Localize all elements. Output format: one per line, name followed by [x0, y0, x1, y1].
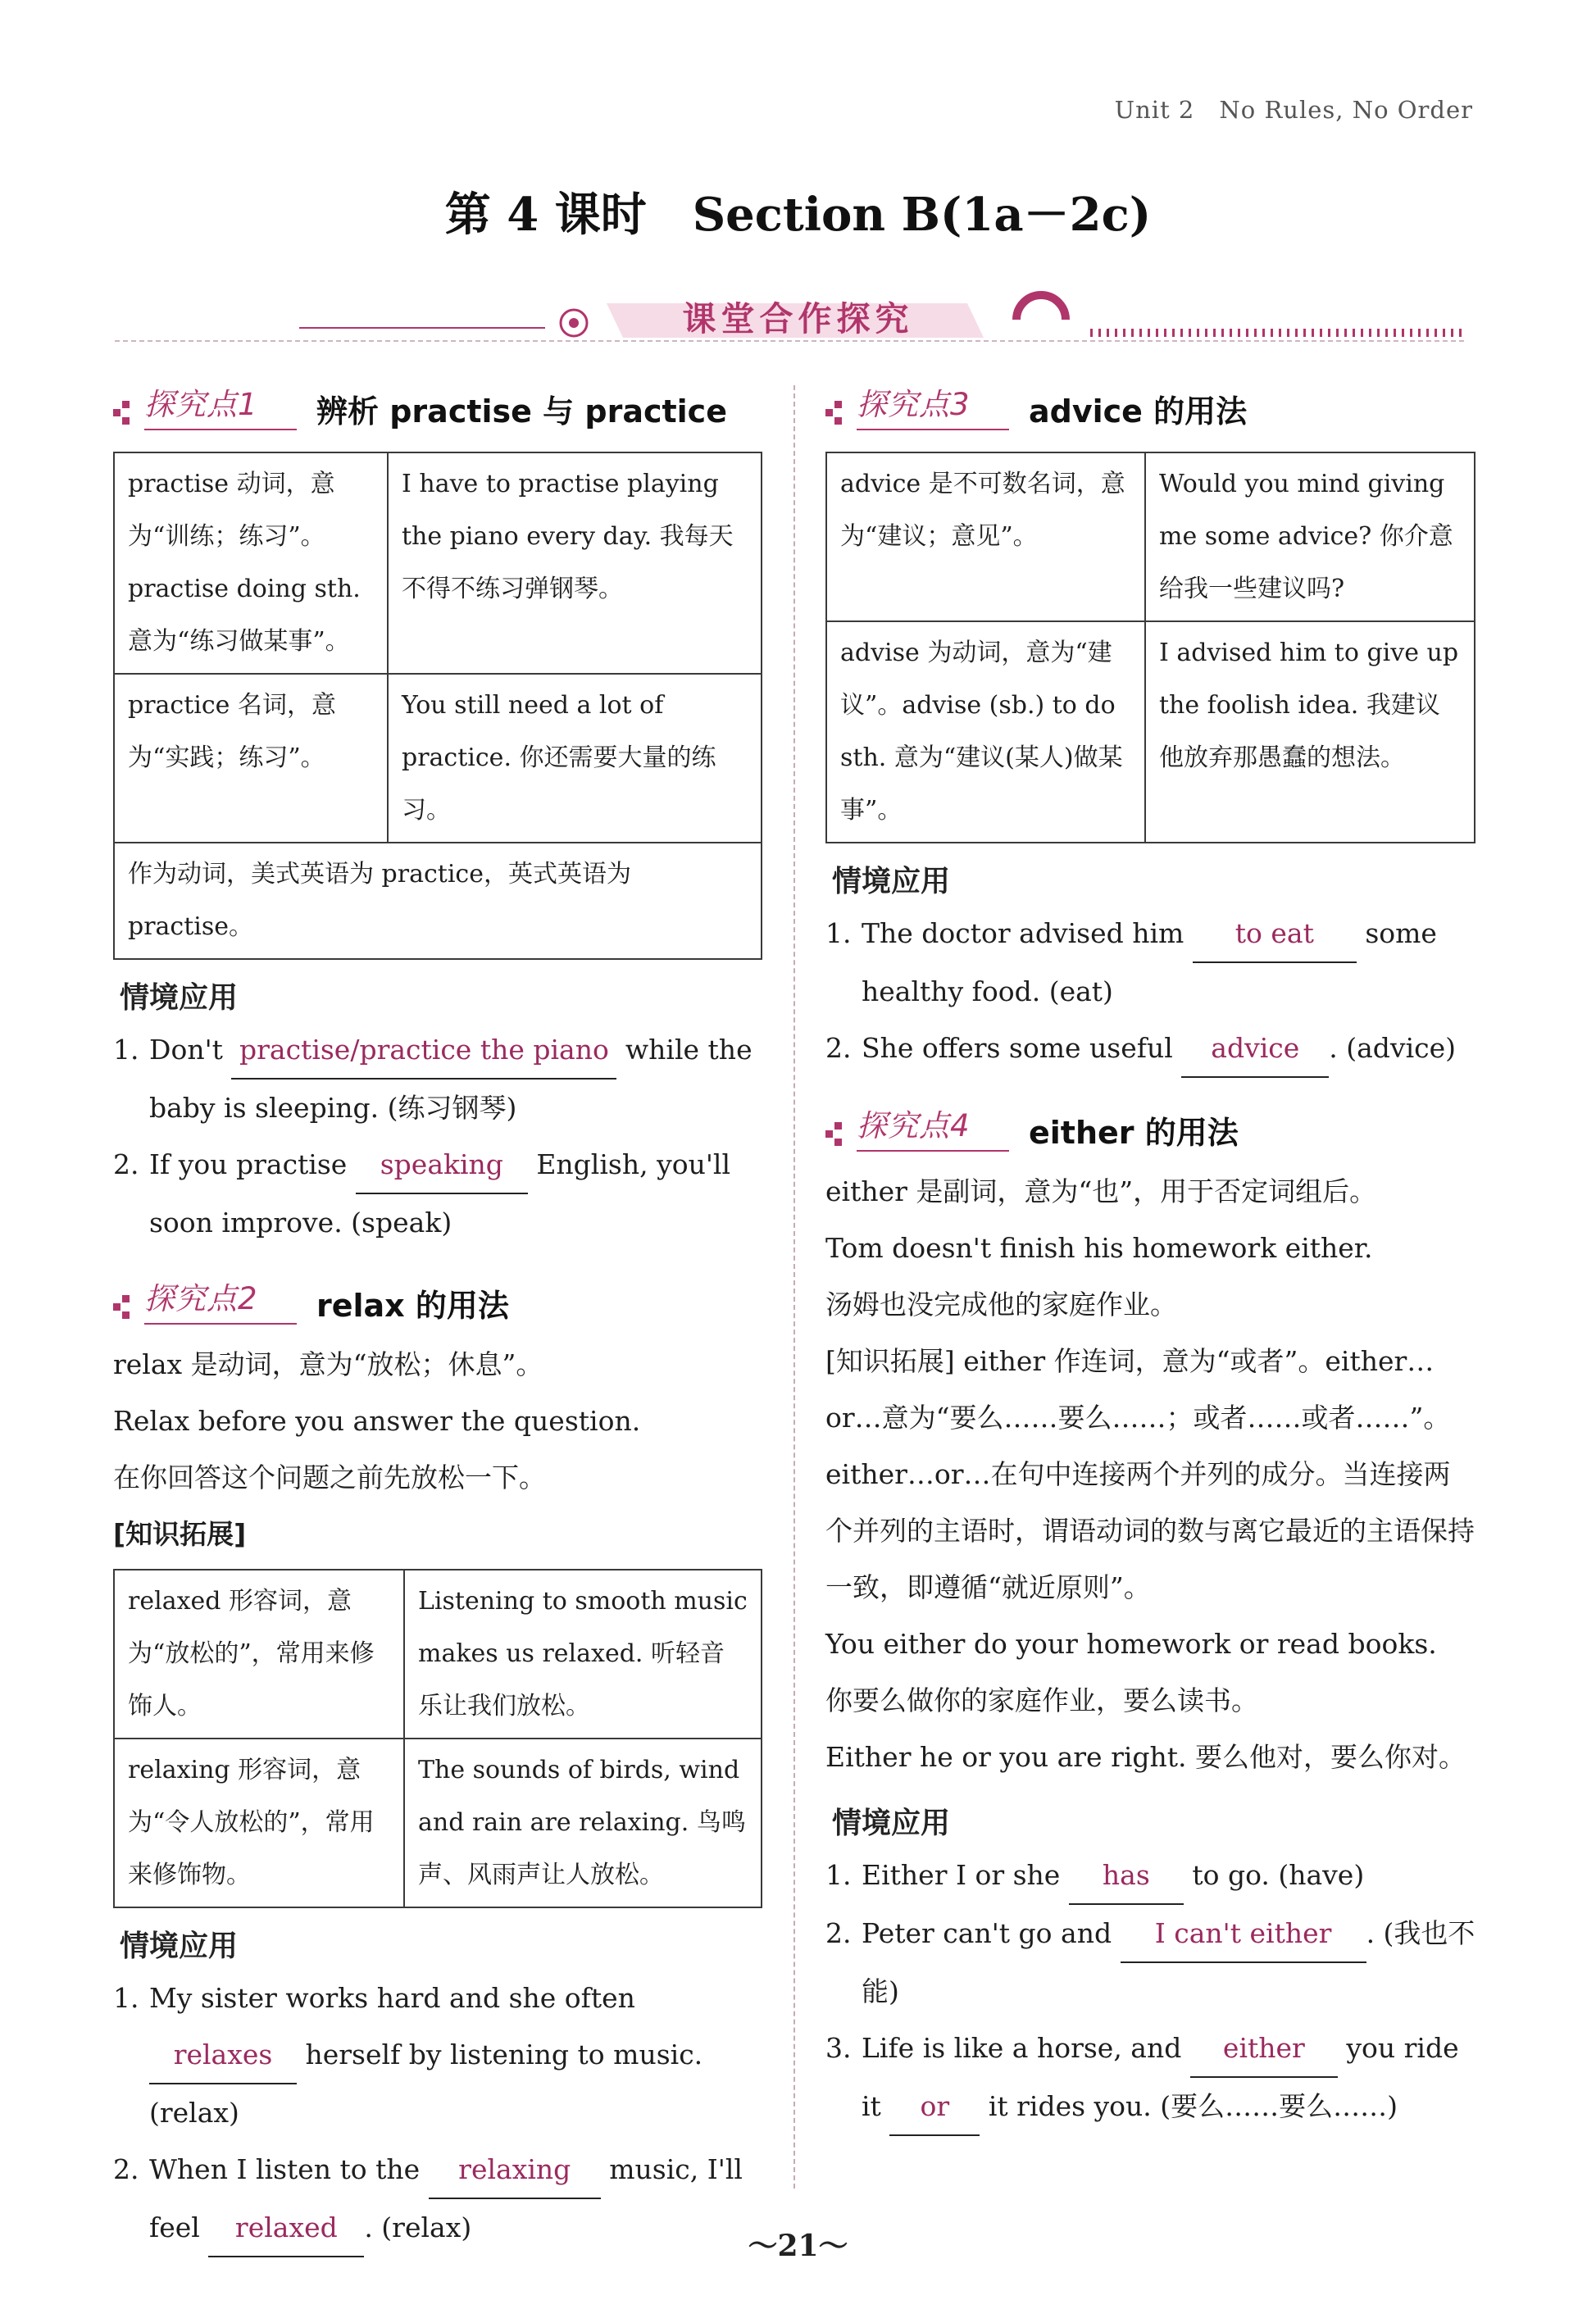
table-cell: advice 是不可数名词，意为“建议；意见”。 — [826, 452, 1145, 621]
advice-table — [825, 452, 1476, 843]
page-number: ～21～ — [748, 2229, 848, 2263]
exercise-item — [825, 1847, 1476, 1905]
table-cell: practise 动词，意为“训练；练习”。practise doing sth. 意为“练习做某事”。 — [114, 452, 388, 674]
item-text: herself by listening to music. (relax) — [149, 2039, 703, 2129]
item-text: When I listen to the — [149, 2153, 421, 2185]
bullet-dots-icon — [825, 1122, 843, 1155]
knowledge-extension-label: [知识拓展] — [113, 1518, 247, 1550]
answer-blank[interactable]: relaxes — [149, 2026, 297, 2084]
knowledge-extension-text: [知识拓展] either 作连词，意为“或者”。either…or…意为“要么……要么……；或者……或者……”。either…or…在句中连接两个并列的成分。当连接两个并列的主语时，谓语动词的数与离它最近的主语保持一致，即遵循“就近原则”。 — [825, 1345, 1475, 1603]
item-text: If you practise — [149, 1148, 348, 1180]
subheading-application: 情境应用 — [120, 981, 239, 1015]
table-cell: relaxing 形容词，意为“令人放松的”，常用来修饰物。 — [114, 1739, 404, 1907]
subheading-application: 情境应用 — [832, 1807, 951, 1840]
tag-underline — [144, 1323, 297, 1325]
table-cell: advise 为动词，意为“建议”。advise (sb.) to do sth. 意为“建议(某人)做某事”。 — [826, 621, 1145, 843]
subheading-application: 情境应用 — [120, 1930, 239, 1963]
section-tag: 探究点2 — [144, 1281, 258, 1316]
relax-table — [113, 1569, 762, 1908]
text-line: relax 是动词，意为“放松；休息”。 — [113, 1348, 543, 1380]
tag-underline — [857, 1150, 1009, 1152]
item-text: you ride it — [862, 2032, 1459, 2122]
item-number: 1. — [113, 1982, 139, 2014]
item-number: 1. — [825, 1859, 852, 1891]
exercise-item — [825, 1020, 1476, 1078]
answer-blank[interactable]: I can't either — [1121, 1905, 1366, 1963]
item-text: . (advice) — [1329, 1032, 1457, 1064]
column-divider — [793, 385, 795, 2189]
section-title: 辨析 practise 与 practice — [316, 393, 727, 430]
answer-blank[interactable]: speaking — [356, 1136, 528, 1194]
section-p1-header — [113, 376, 762, 442]
table-cell: Listening to smooth music makes us relaxed. 听轻音乐让我们放松。 — [404, 1570, 762, 1739]
item-text: . (我也不能) — [862, 1917, 1476, 2007]
table-cell: Would you mind giving me some advice? 你介意给我一些建议吗? — [1145, 452, 1475, 621]
banner-title: 课堂合作探究 — [682, 299, 914, 339]
item-number: 1. — [113, 1034, 139, 1066]
exercise-item — [113, 1136, 762, 1251]
item-text: music, I'll feel — [149, 2153, 743, 2243]
item-number: 1. — [825, 917, 852, 949]
table-cell: practice 名词，意为“实践；练习”。 — [114, 674, 388, 843]
section-tag: 探究点4 — [857, 1108, 971, 1143]
tag-underline — [144, 429, 297, 430]
item-text: My sister works hard and she often — [149, 1982, 635, 2014]
table-cell: relaxed 形容词，意为“放松的”，常用来修饰人。 — [114, 1570, 404, 1739]
exercise-item — [825, 1905, 1476, 2020]
item-text: it rides you. (要么……要么……) — [988, 2090, 1398, 2122]
answer-blank[interactable]: has — [1069, 1847, 1184, 1905]
table-cell: I have to practise playing the piano every day. 我每天不得不练习弹钢琴。 — [388, 452, 762, 674]
section-title: either 的用法 — [1029, 1115, 1239, 1151]
answer-blank[interactable]: or — [889, 2078, 980, 2136]
section-tag: 探究点3 — [857, 387, 971, 422]
table-cell: 作为动词，美式英语为 practice，英式英语为 practise。 — [114, 843, 762, 959]
section-p4-header — [825, 1098, 1476, 1163]
item-text: She offers some useful — [862, 1032, 1173, 1064]
right-column — [825, 373, 1476, 2136]
unit-header: Unit 2 No Rules, No Order — [1114, 96, 1473, 124]
table-cell: The sounds of birds, wind and rain are relaxing. 鸟鸣声、风雨声让人放松。 — [404, 1739, 762, 1907]
item-text: Either I or she — [862, 1859, 1061, 1891]
answer-blank[interactable]: practise/practice the piano — [231, 1021, 616, 1080]
text-line: Either he or you are right. 要么他对，要么你对。 — [825, 1741, 1466, 1773]
exercise-item — [825, 905, 1476, 1020]
exercise-item — [825, 2020, 1476, 2136]
answer-blank[interactable]: relaxing — [429, 2141, 601, 2199]
tag-underline — [857, 429, 1009, 430]
item-text: . (relax) — [364, 2211, 472, 2243]
subheading-application: 情境应用 — [832, 865, 951, 898]
answer-blank[interactable]: to eat — [1193, 905, 1357, 963]
page-title: 第 4 课时 Section B(1a－2c) — [444, 188, 1152, 242]
answer-blank[interactable]: relaxed — [208, 2199, 364, 2257]
item-number: 2. — [113, 1148, 139, 1180]
table-cell: You still need a lot of practice. 你还需要大量的练习。 — [388, 674, 762, 843]
text-line: Tom doesn't finish his homework either. — [825, 1232, 1373, 1264]
section-p2-header — [113, 1270, 762, 1336]
text-line: either 是副词，意为“也”，用于否定词组后。 — [825, 1175, 1377, 1207]
text-line: 在你回答这个问题之前先放松一下。 — [113, 1461, 546, 1493]
item-text: Peter can't go and — [862, 1917, 1112, 1949]
bullet-dots-icon — [113, 1295, 131, 1328]
left-column — [113, 373, 762, 2257]
text-line: 汤姆也没完成他的家庭作业。 — [825, 1289, 1177, 1320]
exercise-item — [113, 1970, 762, 2141]
item-text: The doctor advised him — [862, 917, 1184, 949]
item-text: Don't — [149, 1034, 223, 1066]
section-title: relax 的用法 — [316, 1288, 509, 1324]
section-tag: 探究点1 — [144, 387, 258, 422]
section-title: advice 的用法 — [1029, 393, 1248, 430]
item-text: to go. (have) — [1192, 1859, 1365, 1891]
item-number: 2. — [825, 1032, 852, 1064]
bullet-dots-icon — [825, 401, 843, 434]
item-number: 2. — [113, 2153, 139, 2185]
item-text: while the baby is sleeping. (练习钢琴) — [149, 1034, 753, 1124]
section-p3-header — [825, 376, 1476, 442]
text-line: Relax before you answer the question. — [113, 1405, 641, 1437]
item-text: Life is like a horse, and — [862, 2032, 1182, 2064]
text-line: 你要么做你的家庭作业，要么读书。 — [825, 1684, 1258, 1716]
item-text: some healthy food. (eat) — [862, 917, 1437, 1007]
item-number: 2. — [825, 1917, 852, 1949]
item-number: 3. — [825, 2032, 852, 2064]
answer-blank[interactable]: either — [1190, 2020, 1338, 2078]
practise-table — [113, 452, 762, 960]
answer-blank[interactable]: advice — [1181, 1020, 1329, 1078]
item-text: English, you'll soon improve. (speak) — [149, 1148, 731, 1239]
text-line: You either do your homework or read books. — [825, 1628, 1437, 1660]
table-cell: I advised him to give up the foolish idea. 我建议他放弃那愚蠢的想法。 — [1145, 621, 1475, 843]
exercise-item — [113, 1021, 762, 1136]
bullet-dots-icon — [113, 401, 131, 434]
